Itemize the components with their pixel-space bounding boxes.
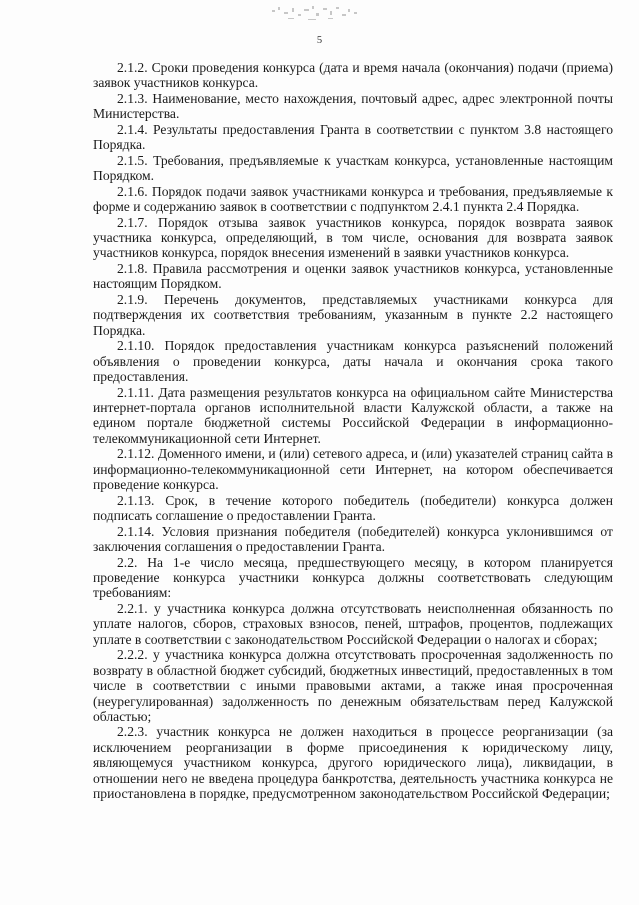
- paragraph-2-1-9: 2.1.9. Перечень документов, представляемых участниками конкурса для подтверждения их соответствия требованиям, указанным в пункте 2.2 настоящего Порядка.: [93, 291, 613, 338]
- paragraph-2-2: 2.2. На 1-е число месяца, предшествующего месяцу, в котором планируется проведение конкурса участники конкурса должны соответствовать следующим требованиям:: [93, 554, 613, 601]
- paragraph-2-1-8: 2.1.8. Правила рассмотрения и оценки заявок участников конкурса, установленные настоящим Порядком.: [93, 260, 613, 292]
- paragraph-2-1-11: 2.1.11. Дата размещения результатов конкурса на официальном сайте Министерства интернет-портала органов исполнительной власти Калужской области, а также на едином портале бюджетной системы Российской Федерации в информационно-телекоммуникационной сети Интернет.: [93, 384, 613, 446]
- paragraph-2-1-10: 2.1.10. Порядок предоставления участникам конкурса разъяснений положений объявления о проведении конкурса, даты начала и окончания срока такого предоставления.: [93, 338, 613, 385]
- paragraph-2-2-3: 2.2.3. участник конкурса не должен находиться в процессе реорганизации (за исключением реорганизации в форме присоединения к юридическому лицу, являющемуся участником конкурса, другого юридического лица), ликвидации, в отношении него не введена процедура банкротства, деятельность участника конкурса не приостановлена в порядке, предусмотренном законодательством Российской Федерации;: [93, 724, 613, 802]
- paragraph-2-1-6: 2.1.6. Порядок подачи заявок участниками конкурса и требования, предъявляемые к форме и содержанию заявок в соответствии с подпунктом 2.4.1 пункта 2.4 Порядка.: [93, 183, 613, 215]
- paragraph-2-1-3: 2.1.3. Наименование, место нахождения, почтовый адрес, адрес электронной почты Министерства.: [93, 90, 613, 122]
- paragraph-2-1-13: 2.1.13. Срок, в течение которого победитель (победители) конкурса должен подписать соглашение о предоставлении Гранта.: [93, 492, 613, 524]
- paragraph-2-1-2: 2.1.2. Сроки проведения конкурса (дата и время начала (окончания) подачи (приема) заявок участников конкурса.: [93, 60, 613, 91]
- paragraph-2-1-14: 2.1.14. Условия признания победителя (победителей) конкурса уклонившимся от заключения соглашения о предоставлении Гранта.: [93, 523, 613, 555]
- paragraph-2-1-7: 2.1.7. Порядок отзыва заявок участников конкурса, порядок возврата заявок участника конкурса, определяющий, в том числе, основания для возврата заявок участников конкурса, порядок внесения изменений в заявки участников конкурса.: [93, 214, 613, 261]
- paragraph-2-1-5: 2.1.5. Требования, предъявляемые к участкам конкурса, установленные настоящим Порядком.: [93, 152, 613, 184]
- paragraph-2-1-12: 2.1.12. Доменного имени, и (или) сетевого адреса, и (или) указателей страниц сайта в информационно-телекоммуникационной сети Интернет, на котором обеспечивается проведение конкурса.: [93, 446, 613, 493]
- stamp-mark: [268, 4, 368, 26]
- paragraph-2-2-2: 2.2.2. у участника конкурса должна отсутствовать просроченная задолженность по возврату в областной бюджет субсидий, бюджетных инвестиций, предоставленных в том числе в соответствии с иными правовыми актами, а также иная просроченная (неурегулированная) задолженность по денежным обязательствам перед Калужской областью;: [93, 647, 613, 725]
- paragraph-2-1-4: 2.1.4. Результаты предоставления Гранта в соответствии с пунктом 3.8 настоящего Порядка.: [93, 121, 613, 153]
- document-body: [93, 60, 613, 802]
- paragraph-2-2-1: 2.2.1. у участника конкурса должна отсутствовать неисполненная обязанность по уплате налогов, сборов, страховых взносов, пеней, штрафов, процентов, подлежащих уплате в соответствии с законодательством Российской Федерации о налогах и сборах;: [93, 600, 613, 647]
- page-number: 5: [316, 35, 323, 46]
